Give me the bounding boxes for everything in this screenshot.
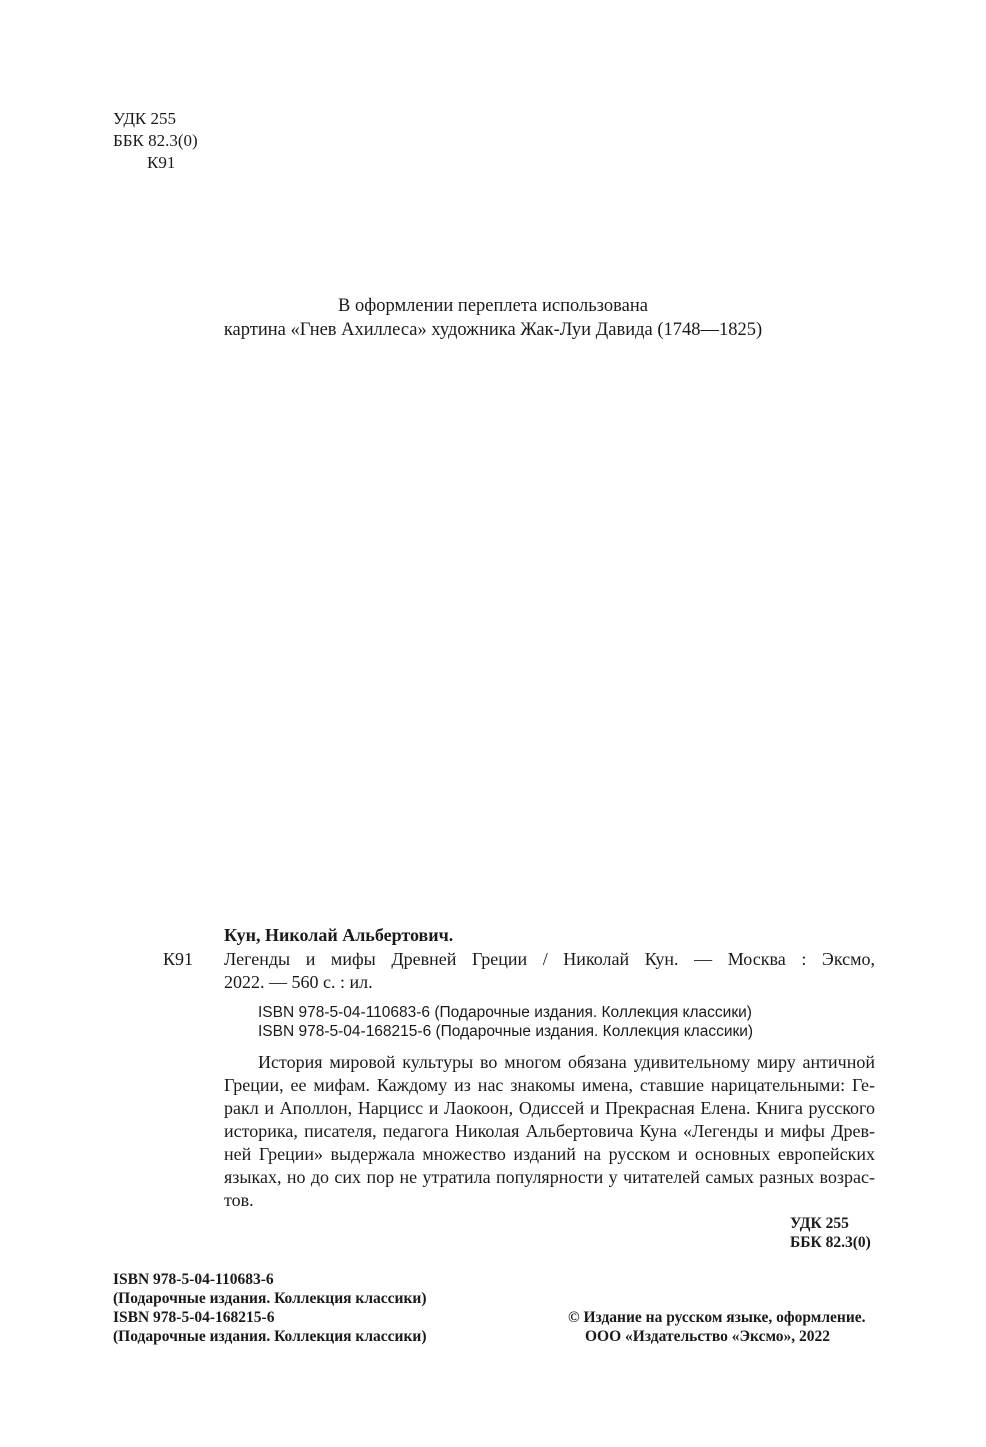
- catalog-author: Кун, Николай Альбертович.: [224, 925, 454, 945]
- udk-top: УДК 255: [113, 109, 177, 128]
- catalog-author-mark: К91: [163, 949, 194, 969]
- annotation-line-3: ракл и Аполлон, Нарцисс и Лаокоон, Одиссей и Прекрасная Елена. Книга русского: [224, 1098, 875, 1118]
- bbk-top: ББК 82.3(0): [113, 131, 198, 150]
- bbk-card: ББК 82.3(0): [790, 1234, 871, 1251]
- udk-card: УДК 255: [790, 1215, 849, 1232]
- footer-series-2: (Подарочные издания. Коллекция классики): [113, 1328, 427, 1345]
- copyright-line-1: © Издание на русском языке, оформление.: [568, 1309, 866, 1326]
- annotation-line-5: ней Греции» выдержала множество изданий на русском и основных европейских: [224, 1144, 875, 1164]
- annotation-line-6: языках, но до сих пор не утратила популярности у читателей самых разных возрас-: [224, 1167, 875, 1187]
- copyright-line-2: ООО «Издательство «Эксмо», 2022: [585, 1328, 831, 1345]
- catalog-isbn-2: ISBN 978-5-04-168215-6 (Подарочные издания. Коллекция классики): [258, 1023, 754, 1040]
- footer-isbn-2: ISBN 978-5-04-168215-6: [113, 1309, 275, 1326]
- footer-isbn-1: ISBN 978-5-04-110683-6: [113, 1271, 274, 1288]
- author-mark-top: К91: [147, 153, 176, 172]
- cover-note-line-1: В оформлении переплета использована: [338, 296, 648, 316]
- catalog-isbn-1: ISBN 978-5-04-110683-6 (Подарочные издания. Коллекция классики): [258, 1004, 752, 1021]
- cover-note-line-2: картина «Гнев Ахиллеса» художника Жак-Луи Давида (1748—1825): [223, 320, 763, 340]
- annotation-line-2: Греции, ее мифам. Каждому из нас знакомы имена, ставшие нарицательными: Ге-: [224, 1075, 875, 1095]
- catalog-title-line-2: 2022. — 560 с. : ил.: [224, 972, 373, 992]
- footer-series-1: (Подарочные издания. Коллекция классики): [113, 1290, 427, 1307]
- annotation-line-4: историка, писателя, педагога Николая Альбертовича Куна «Легенды и мифы Древ-: [224, 1121, 875, 1141]
- catalog-title-line-1: Легенды и мифы Древней Греции / Николай Кун. — Москва : Эксмо,: [224, 949, 875, 969]
- annotation-line-1: История мировой культуры во многом обязана удивительному миру античной: [258, 1052, 875, 1072]
- annotation-line-7: тов.: [224, 1190, 254, 1210]
